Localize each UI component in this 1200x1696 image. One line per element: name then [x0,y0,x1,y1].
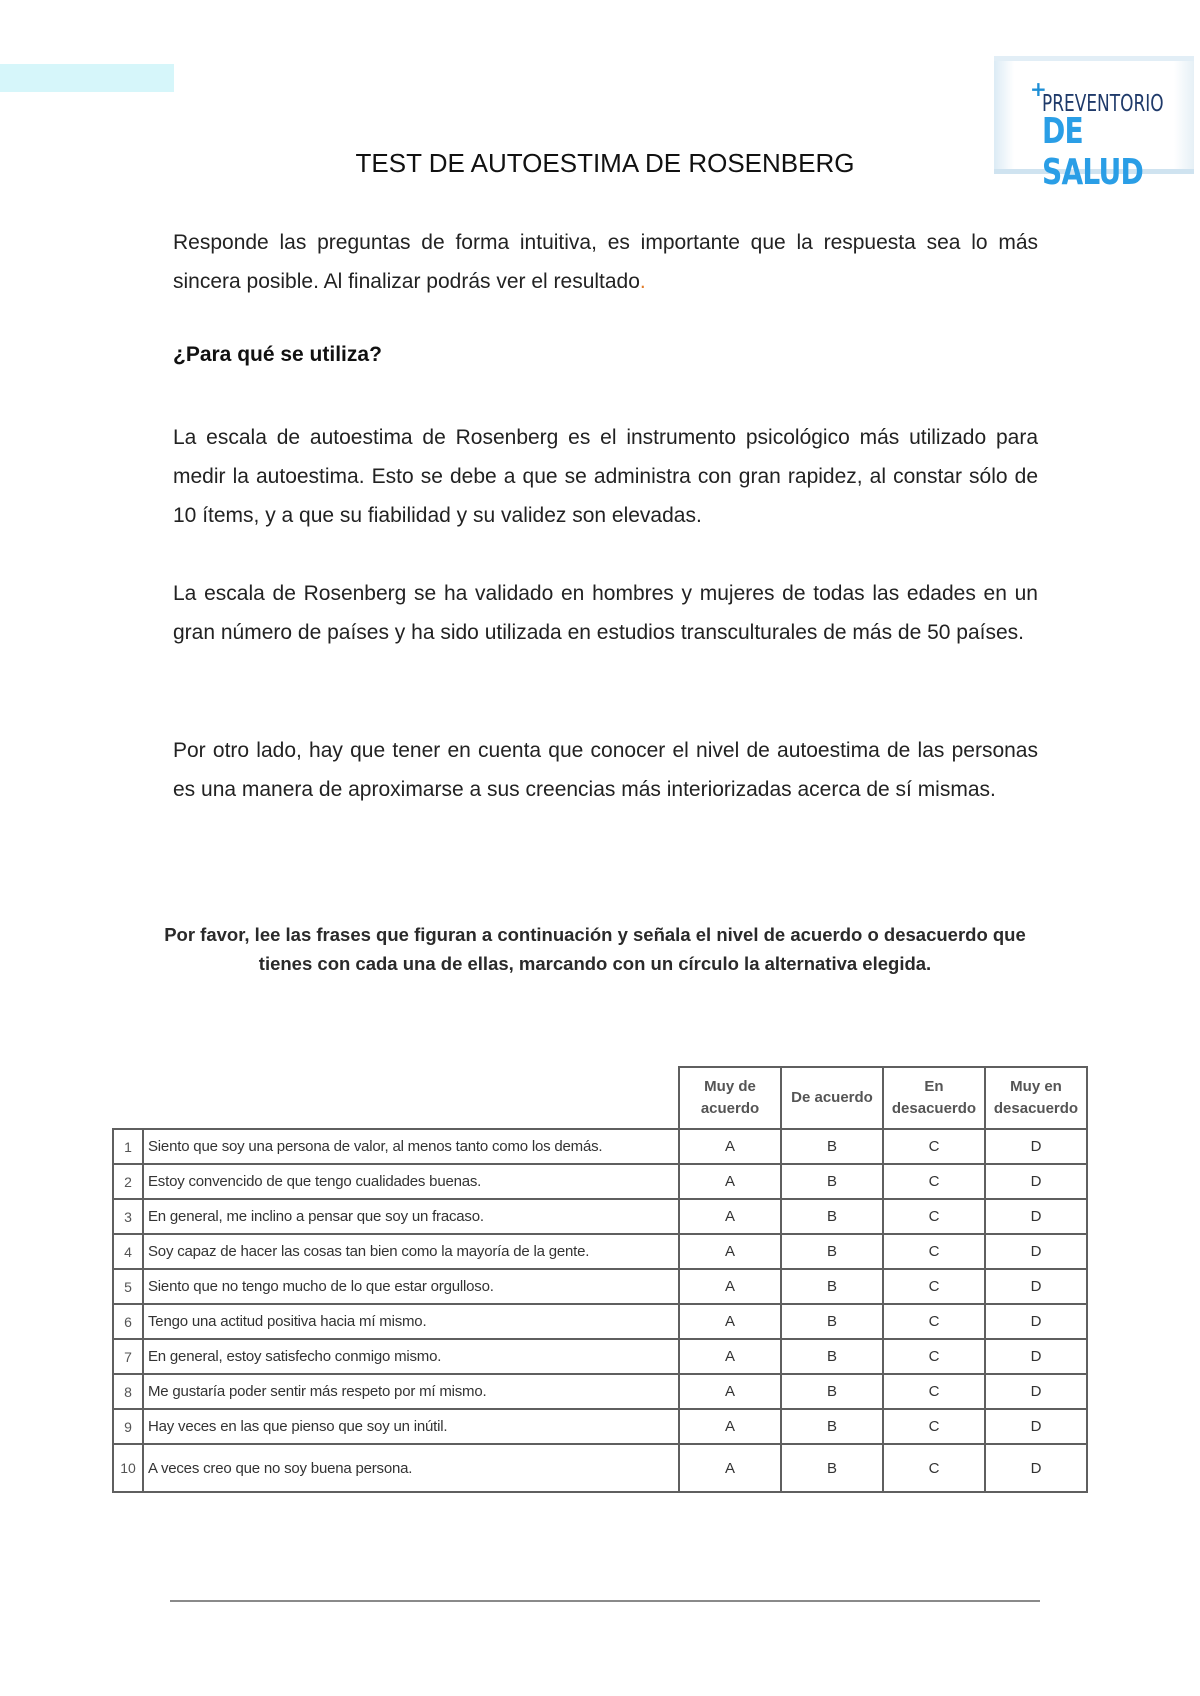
option-d[interactable]: D [985,1129,1087,1164]
option-d[interactable]: D [985,1269,1087,1304]
option-b[interactable]: B [781,1304,883,1339]
item-statement: En general, me inclino a pensar que soy un fracaso. [143,1199,679,1234]
option-a[interactable]: A [679,1304,781,1339]
option-b[interactable]: B [781,1129,883,1164]
item-statement: Soy capaz de hacer las cosas tan bien como la mayoría de la gente. [143,1234,679,1269]
option-c[interactable]: C [883,1129,985,1164]
item-statement: A veces creo que no soy buena persona. [143,1444,679,1492]
item-statement: Siento que no tengo mucho de lo que estar orgulloso. [143,1269,679,1304]
logo-line-2: DE SALUD [1042,111,1144,193]
option-d[interactable]: D [985,1199,1087,1234]
option-c[interactable]: C [883,1199,985,1234]
logo-line-1: PREVENTORIO [1042,91,1164,117]
plus-icon: + [1030,77,1047,101]
option-a[interactable]: A [679,1164,781,1199]
table-row [113,1269,1087,1304]
item-number: 4 [113,1234,143,1269]
option-c[interactable]: C [883,1269,985,1304]
option-b[interactable]: B [781,1269,883,1304]
option-b[interactable]: B [781,1444,883,1492]
paragraph-beliefs: Por otro lado, hay que tener en cuenta que conocer el nivel de autoestima de las personas es una manera de aproximarse a sus creencias más interiorizadas acerca de sí mismas. [173,739,1038,801]
option-d[interactable]: D [985,1339,1087,1374]
option-b[interactable]: B [781,1409,883,1444]
intro-text: Responde las preguntas de forma intuitiva, es importante que la respuesta sea lo más sincera posible. Al finalizar podrás ver el resultado [173,231,1038,293]
instruction-text [110,920,1080,978]
option-d[interactable]: D [985,1164,1087,1199]
table-row [113,1409,1087,1444]
footer-divider [170,1600,1040,1602]
option-c[interactable]: C [883,1339,985,1374]
table-row [113,1444,1087,1492]
item-number: 7 [113,1339,143,1374]
item-number: 6 [113,1304,143,1339]
table-row [113,1374,1087,1409]
option-a[interactable]: A [679,1409,781,1444]
option-b[interactable]: B [781,1164,883,1199]
header-agree: De acuerdo [781,1067,883,1129]
item-statement: Me gustaría poder sentir más respeto por mí mismo. [143,1374,679,1409]
option-d[interactable]: D [985,1374,1087,1409]
item-statement: Hay veces en las que pienso que soy un inútil. [143,1409,679,1444]
item-statement: En general, estoy satisfecho conmigo mismo. [143,1339,679,1374]
item-statement: Tengo una actitud positiva hacia mí mismo. [143,1304,679,1339]
option-a[interactable]: A [679,1444,781,1492]
paragraph-validation: La escala de Rosenberg se ha validado en hombres y mujeres de todas las edades en un gran número de países y ha sido utilizada en estudios transculturales de más de 50 países. [173,582,1038,644]
item-number: 1 [113,1129,143,1164]
intro-paragraph [173,223,1038,301]
option-d[interactable]: D [985,1304,1087,1339]
option-c[interactable]: C [883,1409,985,1444]
option-a[interactable]: A [679,1129,781,1164]
page-title: TEST DE AUTOESTIMA DE ROSENBERG [355,148,855,178]
rosenberg-scale-table [112,1066,1088,1493]
option-a[interactable]: A [679,1339,781,1374]
option-a[interactable]: A [679,1374,781,1409]
item-number: 2 [113,1164,143,1199]
table-header-row [113,1067,1087,1129]
paragraph-purpose: La escala de autoestima de Rosenberg es el instrumento psicológico más utilizado para medir la autoestima. Esto se debe a que se administra con gran rapidez, al constar sólo de 10 ítems, y a que su fiabilidad y su validez son elevadas. [173,426,1038,527]
option-a[interactable]: A [679,1234,781,1269]
option-b[interactable]: B [781,1339,883,1374]
instruction-line-2: tienes con cada una de ellas, marcando con un círculo la alternativa elegida. [258,953,932,974]
item-number: 10 [113,1444,143,1492]
option-c[interactable]: C [883,1304,985,1339]
intro-end-mark: . [639,270,646,293]
option-a[interactable]: A [679,1269,781,1304]
table-row [113,1234,1087,1269]
table-row [113,1199,1087,1234]
header-disagree: En desacuerdo [883,1067,985,1129]
item-number: 3 [113,1199,143,1234]
table-row [113,1164,1087,1199]
option-d[interactable]: D [985,1409,1087,1444]
option-b[interactable]: B [781,1199,883,1234]
item-number: 5 [113,1269,143,1304]
option-c[interactable]: C [883,1444,985,1492]
item-number: 8 [113,1374,143,1409]
option-c[interactable]: C [883,1234,985,1269]
option-b[interactable]: B [781,1374,883,1409]
option-a[interactable]: A [679,1199,781,1234]
item-statement: Siento que soy una persona de valor, al menos tanto como los demás. [143,1129,679,1164]
table-row [113,1129,1087,1164]
item-number: 9 [113,1409,143,1444]
option-b[interactable]: B [781,1234,883,1269]
item-statement: Estoy convencido de que tengo cualidades buenas. [143,1164,679,1199]
table-row [113,1304,1087,1339]
instruction-line-1: Por favor, lee las frases que figuran a continuación y señala el nivel de acuerdo o desacuerdo que [164,924,1026,945]
section-heading: ¿Para qué se utiliza? [173,343,382,366]
corner-accent-bar [0,64,174,92]
header-strongly-agree: Muy de acuerdo [679,1067,781,1129]
option-c[interactable]: C [883,1374,985,1409]
header-spacer [113,1067,679,1129]
option-c[interactable]: C [883,1164,985,1199]
header-strongly-disagree: Muy en desacuerdo [985,1067,1087,1129]
option-d[interactable]: D [985,1234,1087,1269]
table-row [113,1339,1087,1374]
option-d[interactable]: D [985,1444,1087,1492]
